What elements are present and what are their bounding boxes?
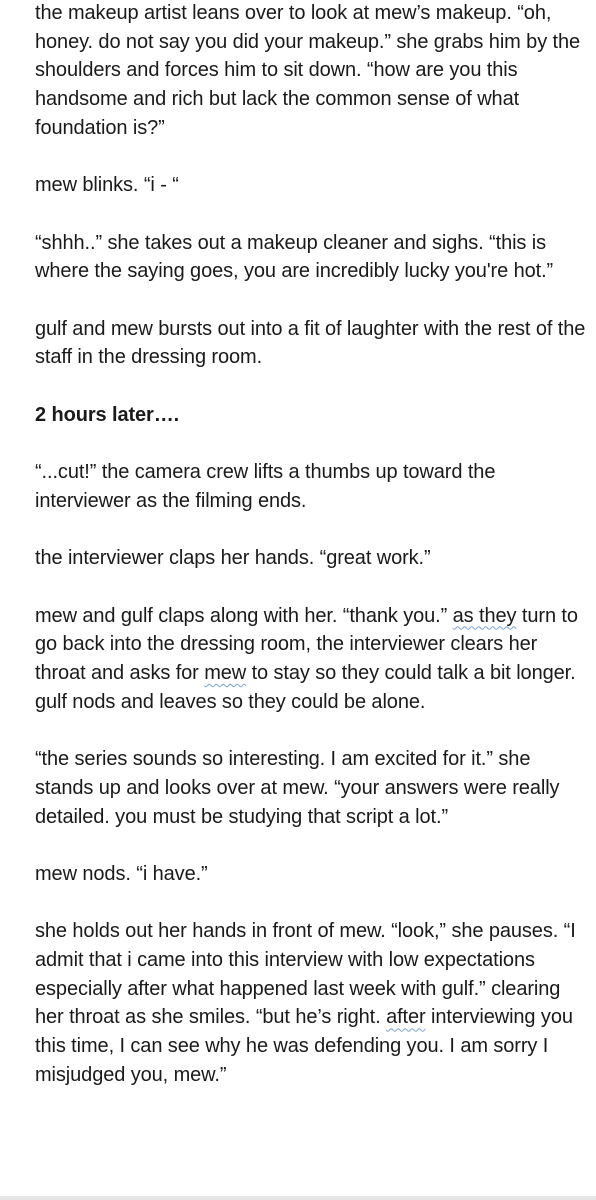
text-run: interviewing you this time, I can see why he was defending you. I am sorry I misjudged you, mew.” [35, 1006, 573, 1086]
text-run: she holds out her hands in front of mew. “look,” she pauses. “I admit that i came into this interview with low expectations especially after what happened last week with gulf.” clearing her throat as she smiles. “but he’s right. [35, 920, 576, 1029]
paragraph-shhh: “shhh..” she takes out a makeup cleaner and sighs. “this is where the saying goes, you are incredibly lucky you're hot.” [35, 231, 554, 283]
paragraph-thank-you [35, 602, 590, 717]
grammar-flagged-text: mew [204, 662, 247, 685]
paragraph-mew-blinks: mew blinks. “i - “ [35, 174, 179, 197]
paragraph-mew-nods: mew nods. “i have.” [35, 862, 208, 885]
grammar-flagged-text: after [386, 1006, 426, 1029]
paragraph-laughter: gulf and mew bursts out into a fit of laughter with the rest of the staff in the dressing room. [35, 317, 586, 369]
paragraph-series: “the series sounds so interesting. I am excited for it.” she stands up and looks over at mew. “your answers were really detailed. you must be studying that script a lot.” [35, 748, 560, 828]
text-run: to stay so they could talk a bit longer. gulf nods and leaves so they could be alone. [35, 662, 576, 713]
section-heading: 2 hours later…. [35, 403, 180, 426]
text-run: mew and gulf claps along with her. “thank you.” [35, 604, 453, 627]
page-bottom-edge [0, 1196, 596, 1200]
document-body [35, 0, 590, 1118]
paragraph-makeup-artist: the makeup artist leans over to look at mew’s makeup. “oh, honey. do not say you did your makeup.” she grabs him by the shoulders and forces him to sit down. “how are you this handsome and rich but lack the common sense of what foundation is?” [35, 2, 581, 139]
paragraph-claps: the interviewer claps her hands. “great work.” [35, 547, 431, 570]
grammar-flagged-text: as they [452, 604, 517, 627]
paragraph-cut: “...cut!” the camera crew lifts a thumbs up toward the interviewer as the filming ends. [35, 461, 496, 512]
paragraph-holds-out-hands [35, 917, 590, 1089]
text-run: turn to go back into the dressing room, the interviewer clears her throat and asks for [35, 604, 578, 685]
